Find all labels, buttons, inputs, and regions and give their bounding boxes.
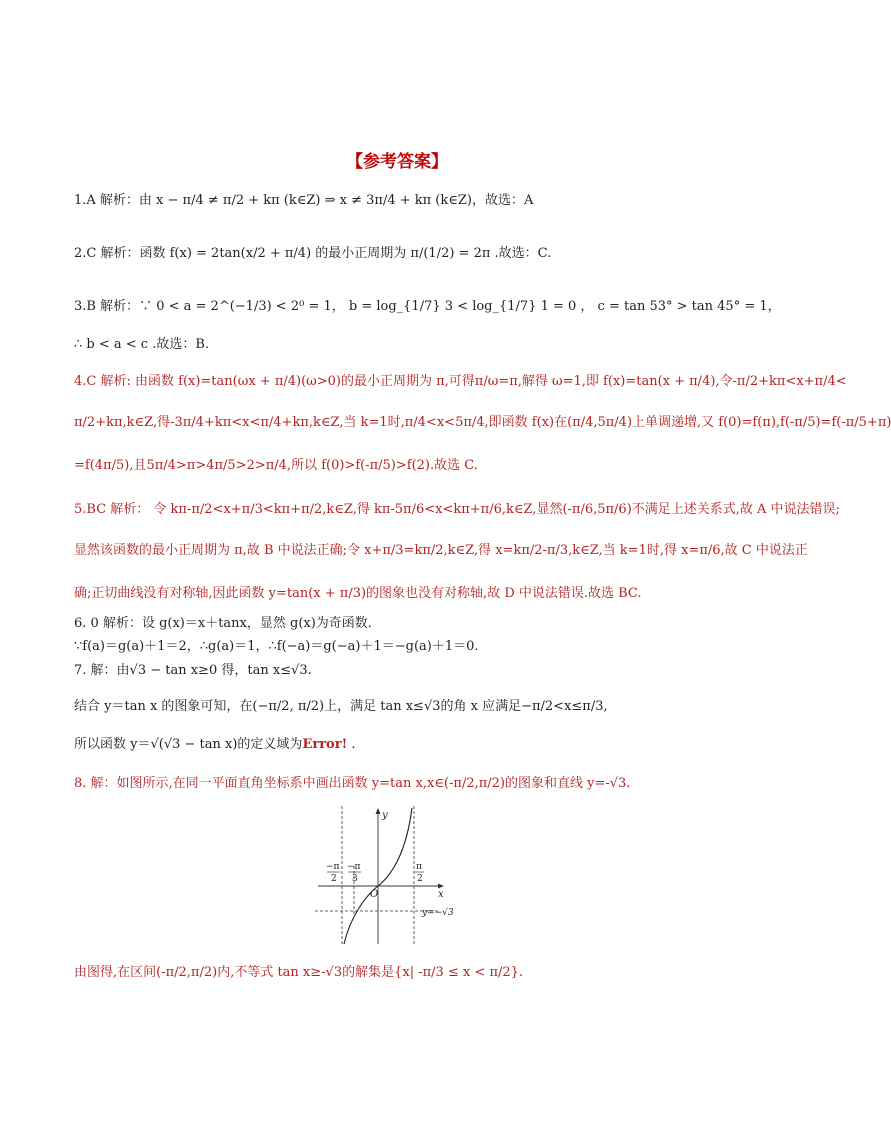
origin-label: O xyxy=(370,889,379,900)
answer-8-line-1: 8. 解：如图所示,在同一平面直角坐标系中画出函数 y=tan x,x∈(-π/2,π/2)的图象和直线 y=-√3. xyxy=(74,776,631,791)
tick-half-pi-den: 2 xyxy=(417,874,423,884)
answer-4-line-3: =f(4π/5),且5π/4>π>4π/5>2>π/4,所以 f(0)>f(-π/5)>f(2).故选 C. xyxy=(74,458,478,473)
tick-half-pi-num: π xyxy=(416,862,422,872)
tangent-graph xyxy=(310,806,460,946)
error-marker: Error! xyxy=(302,737,348,752)
answer-7-end: . xyxy=(347,737,356,752)
x-axis-label: x xyxy=(438,889,444,900)
answer-7-line-1: 7. 解：由√3 − tan x≥0 得，tan x≤√3. xyxy=(74,663,312,678)
answer-7-line-3 xyxy=(74,736,734,754)
answer-6-line-1: 6. 0 解析：设 g(x)＝x＋tanx，显然 g(x)为奇函数． xyxy=(74,616,381,631)
answer-7-text: 所以函数 y＝√(√3 − tan x)的定义域为 xyxy=(74,737,303,752)
answer-2: 2.C 解析：函数 f(x) = 2tan(x/2 + π/4) 的最小正周期为 π/(1/2) = 2π .故选：C. xyxy=(74,246,552,261)
answer-5-line-1: 5.BC 解析： 令 kπ-π/2<x+π/3<kπ+π/2,k∈Z,得 kπ-5π/6<x<kπ+π/6,k∈Z,显然(-π/6,5π/6)不满足上述关系式,故 A 中说法错误; xyxy=(74,502,840,517)
answer-4-line-1: 4.C 解析: 由函数 f(x)=tan(ωx + π/4)(ω>0)的最小正周期为 π,可得π/ω=π,解得 ω=1,即 f(x)=tan(x + π/4),令-π/2+kπ<x+π/4< xyxy=(74,374,847,389)
answer-6-line-2: ∵f(a)＝g(a)＋1＝2，∴g(a)＝1，∴f(−a)＝g(−a)＋1＝−g(a)＋1＝0. xyxy=(74,639,479,654)
answer-7-line-2: 结合 y＝tan x 的图象可知，在(−π/2, π/2)上，满足 tan x≤√3的角 x 应满足−π/2<x≤π/3, xyxy=(74,699,608,714)
answer-1: 1.A 解析：由 x − π/4 ≠ π/2 + kπ (k∈Z) ⇒ x ≠ 3π/4 + kπ (k∈Z)，故选：A xyxy=(74,193,534,208)
line-label: y=−√3 xyxy=(422,908,454,918)
answer-3-line-2: ∴ b < a < c .故选：B. xyxy=(74,337,210,352)
tick-neg-third-pi-den: 3 xyxy=(352,874,358,884)
tick-neg-third-pi-num: −π xyxy=(347,862,361,872)
answer-5-line-2: 显然该函数的最小正周期为 π,故 B 中说法正确;令 x+π/3=kπ/2,k∈Z,得 x=kπ/2-π/3,k∈Z,当 k=1时,得 x=π/6,故 C 中说法正 xyxy=(74,543,808,558)
answer-5-line-3: 确;正切曲线没有对称轴,因此函数 y=tan(x + π/3)的图象也没有对称轴,故 D 中说法错误.故选 BC. xyxy=(74,586,642,601)
answer-3-line-1: 3.B 解析：∵ 0 < a = 2^(−1/3) < 2⁰ = 1， b = log_{1/7} 3 < log_{1/7} 1 = 0 ， c = tan 53° > tan 45° = 1， xyxy=(74,299,781,314)
y-axis-label: y xyxy=(382,810,388,821)
page-title: 【参考答案】 xyxy=(346,152,448,172)
answer-8-line-2: 由图得,在区间(-π/2,π/2)内,不等式 tan x≥-√3的解集是{x| -π/3 ≤ x < π/2}. xyxy=(74,965,524,980)
y-axis-arrow xyxy=(376,808,381,814)
tick-neg-half-pi-num: −π xyxy=(326,862,340,872)
tick-neg-half-pi-den: 2 xyxy=(331,874,337,884)
answer-4-line-2: π/2+kπ,k∈Z,得-3π/4+kπ<x<π/4+kπ,k∈Z,当 k=1时,π/4<x<5π/4,即函数 f(x)在(π/4,5π/4)上单调递增,又 f(0)=f(π),f(-π/5)=f(-π/5+π) xyxy=(74,415,891,430)
x-axis-arrow xyxy=(438,884,444,889)
